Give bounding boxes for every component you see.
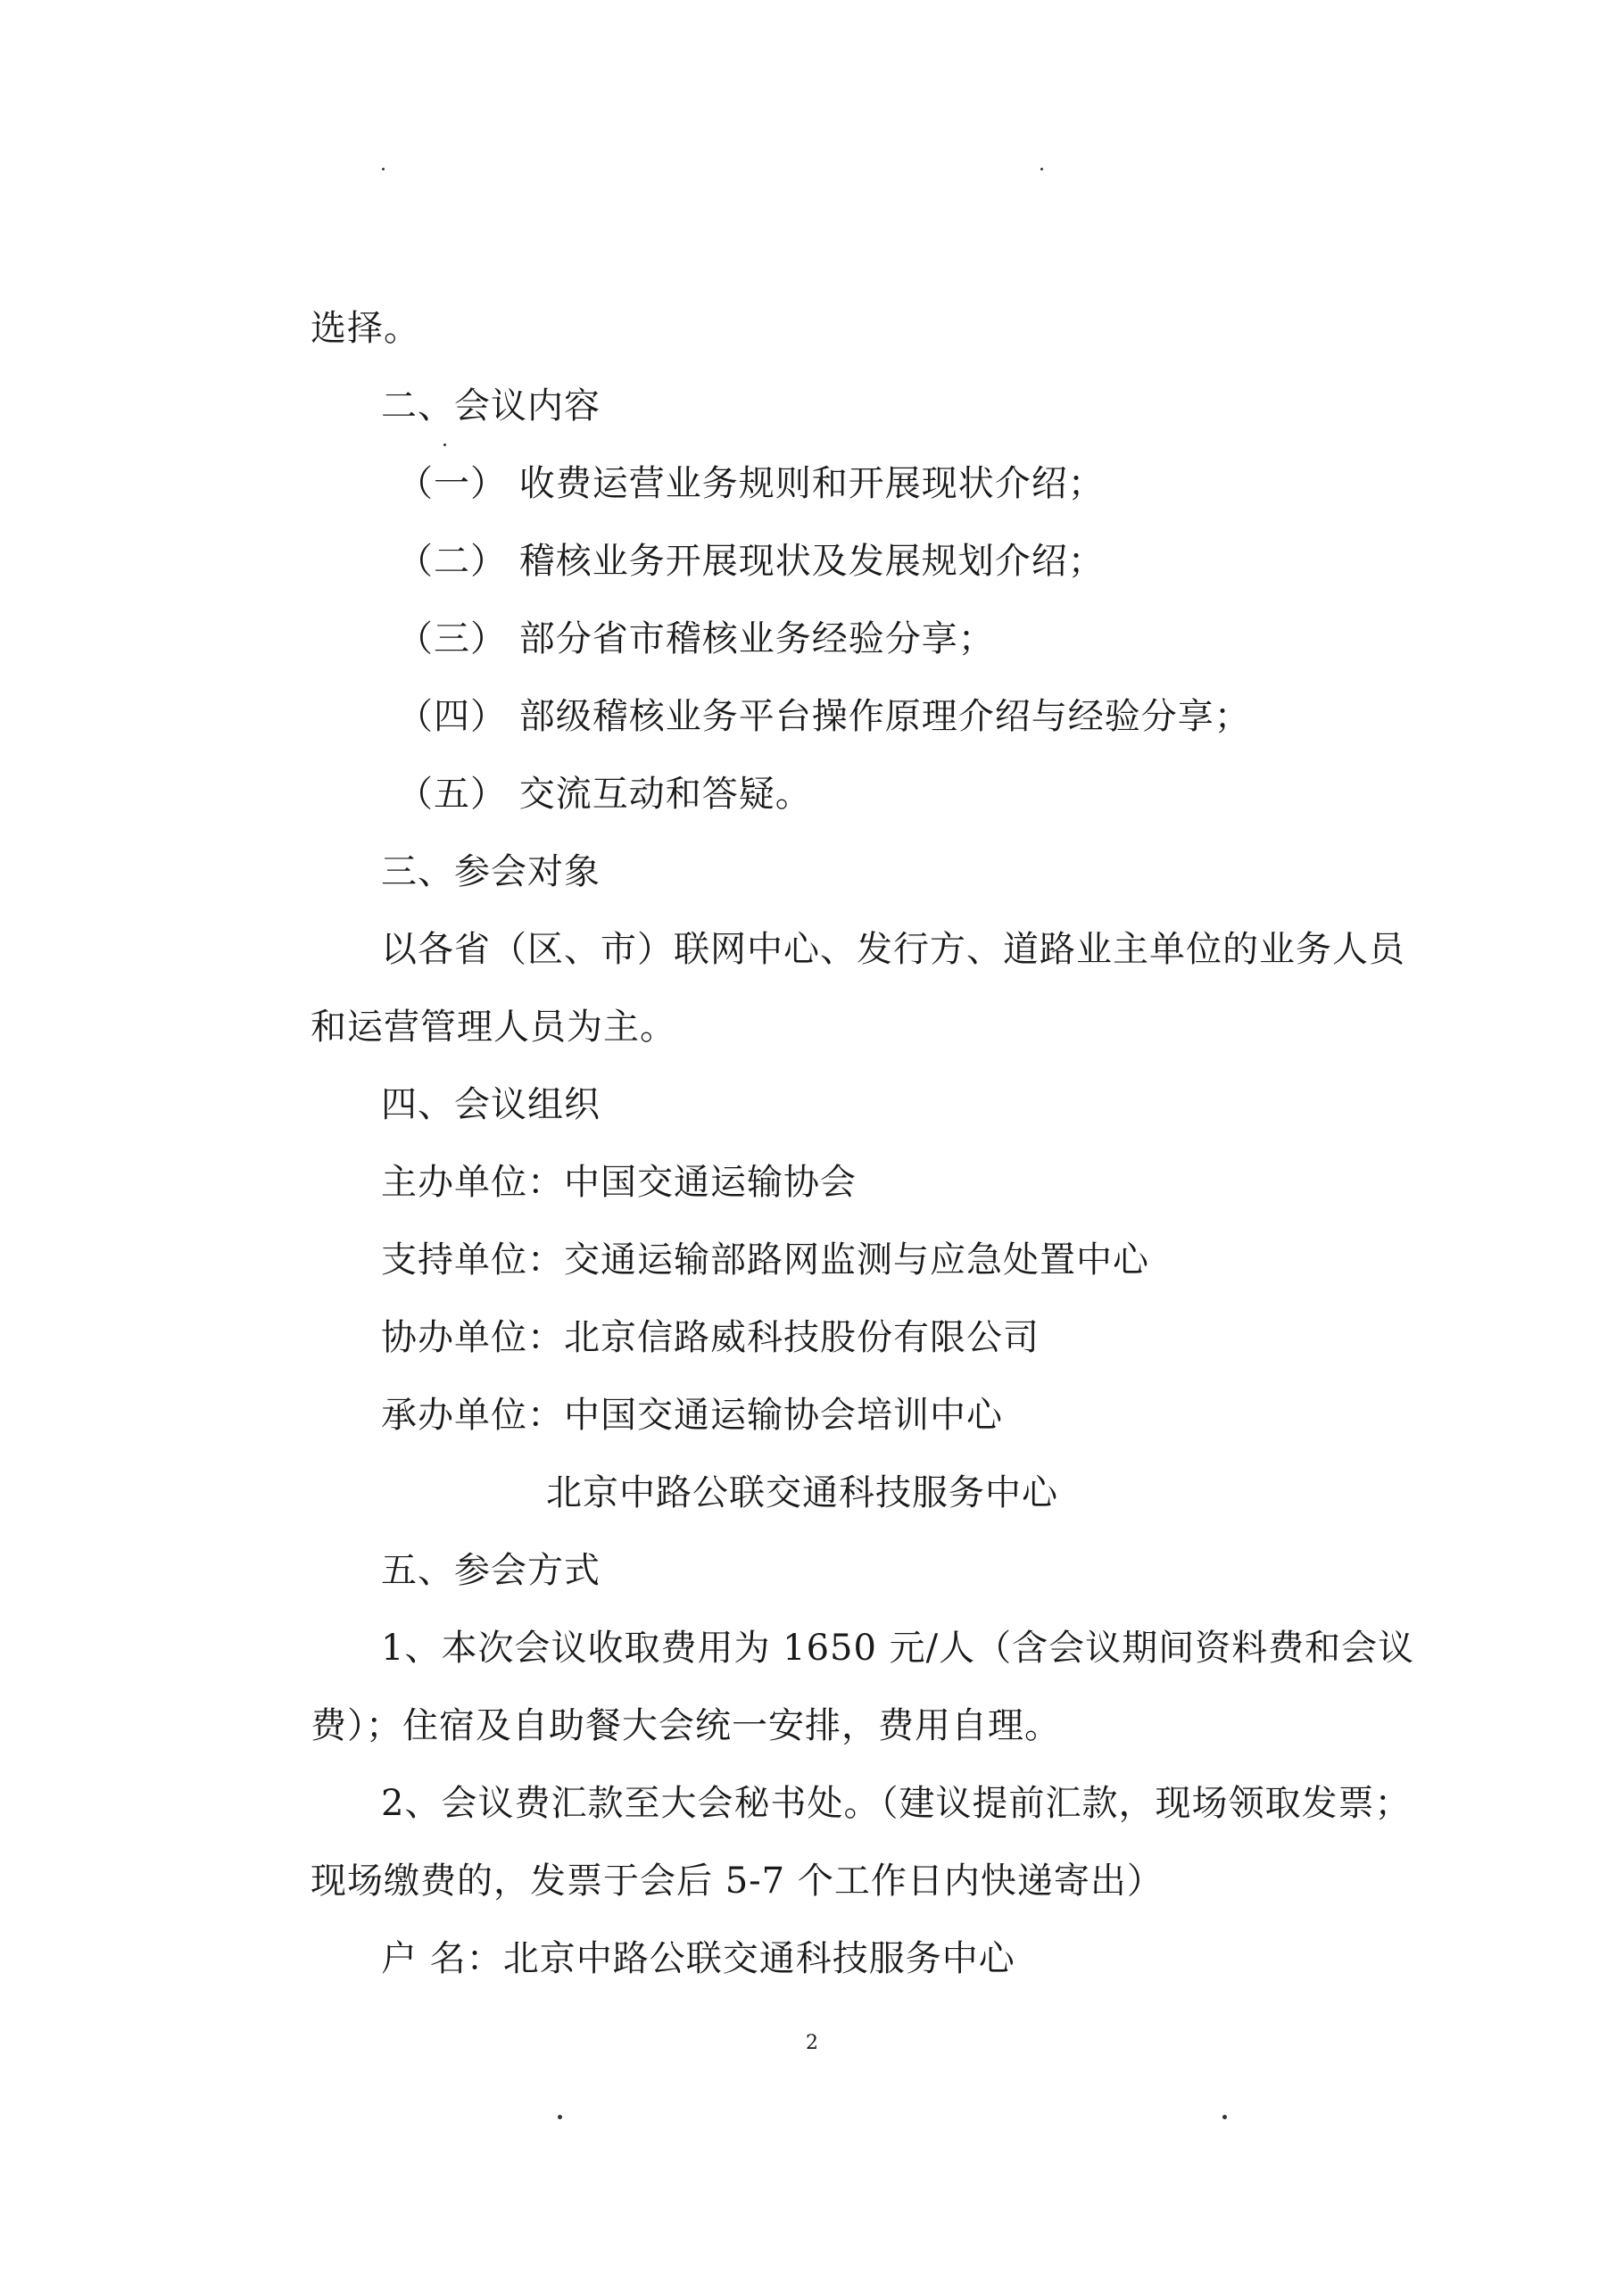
scan-speck (382, 168, 385, 170)
page-number: 2 (806, 2032, 818, 2054)
list-item: （三） 部分省市稽核业务经验分享； (397, 618, 995, 659)
text-line: 北京中路公联交通科技服务中心 (546, 1472, 1058, 1513)
text-line: 费）；住宿及自助餐大会统一安排，费用自理。 (311, 1705, 1061, 1746)
list-item: （二） 稽核业务开展现状及发展规划介绍； (397, 541, 1105, 582)
section-heading-organization: 四、会议组织 (381, 1084, 601, 1125)
text-line: 主办单位：中国交通运输协会 (381, 1162, 857, 1203)
scan-speck (1040, 168, 1043, 170)
text-line: 承办单位：中国交通运输协会培训中心 (381, 1395, 1003, 1436)
scan-speck (558, 2115, 562, 2119)
scan-speck (1222, 2115, 1227, 2119)
list-item: （一） 收费运营业务规则和开展现状介绍； (397, 463, 1105, 504)
text-line: 和运营管理人员为主。 (311, 1007, 676, 1048)
scan-speck (443, 443, 446, 446)
text-line: 户 名：北京中路公联交通科技服务中心 (381, 1938, 1015, 1979)
text-line: 选择。 (311, 308, 420, 349)
text-line: 协办单位：北京信路威科技股份有限公司 (381, 1317, 1040, 1358)
section-heading-meeting-content: 二、会议内容 (381, 385, 601, 427)
text-line: 1、本次会议收取费用为 1650 元/人（含会议期间资料费和会议 (381, 1628, 1415, 1669)
section-heading-participation: 五、参会方式 (381, 1550, 601, 1591)
list-item: （四） 部级稽核业务平台操作原理介绍与经验分享； (397, 696, 1251, 737)
list-item: （五） 交流互动和答疑。 (397, 774, 812, 815)
text-line: 2、会议费汇款至大会秘书处。（建议提前汇款，现场领取发票； (381, 1783, 1412, 1824)
text-line: 现场缴费的，发票于会后 5-7 个工作日内快递寄出） (311, 1861, 1164, 1902)
section-heading-attendees: 三、参会对象 (381, 851, 601, 892)
text-line: 以各省（区、市）联网中心、发行方、道路业主单位的业务人员 (381, 929, 1405, 970)
text-line: 支持单位：交通运输部路网监测与应急处置中心 (381, 1239, 1149, 1281)
